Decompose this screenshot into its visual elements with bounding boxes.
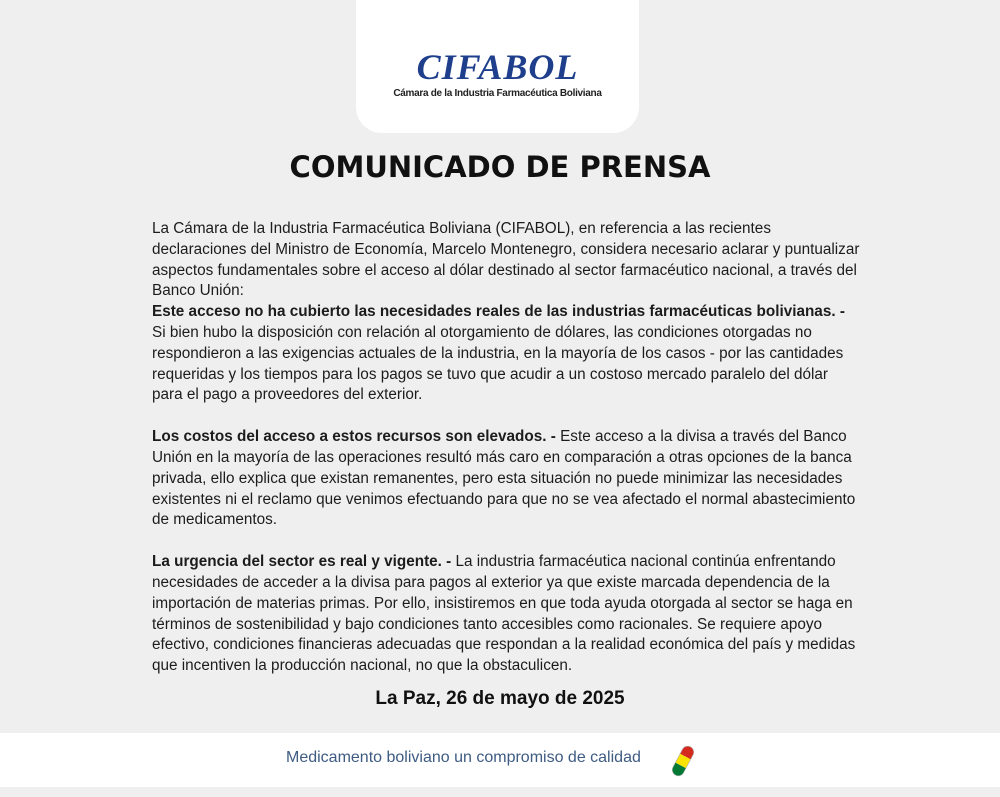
footer-tagline: Medicamento boliviano un compromiso de calidad [286, 749, 641, 766]
intro-paragraph: La Cámara de la Industria Farmacéutica Boliviana (CIFABOL), en referencia a las recientes declaraciones del Ministro de Economía, Marcelo Montenegro, considera necesario aclarar y puntualizar aspectos fundamentales sobre el acceso al dólar destinado al sector farmacéutico nacional, a través del Banco Unión: [152, 220, 860, 300]
paragraph-2 [152, 427, 862, 531]
footer-bar [0, 733, 1000, 787]
paragraph-1-text: Si bien hubo la disposición con relación al otorgamiento de dólares, las condiciones otorgadas no respondieron a las exigencias actuales de la industria, en la mayoría de los casos - por las cantidades requeridas y los tiempos para los pagos se tuvo que acudir a un costoso mercado paralelo del dólar para el pago a proveedores del exterior. [152, 323, 844, 404]
logo-name: CIFABOL [416, 47, 579, 87]
paragraph-1-heading: Este acceso no ha cubierto las necesidades reales de las industrias farmacéuticas bolivianas. - [152, 303, 845, 321]
logo-card [356, 0, 639, 133]
paragraph-1 [152, 302, 862, 406]
paragraph-gap [152, 531, 862, 552]
page-title: COMUNICADO DE PRENSA [289, 150, 711, 184]
paragraph-2-text: Este acceso a la divisa a través del Banco Unión en la mayoría de las operaciones resultó más caro en comparación a otras opciones de la banca privada, ello explica que existan remanentes, pero esta situación no puede minimizar las necesidades existentes ni el reclamo que venimos efectuando para que no se vea afectado el normal abastecimiento de medicamentos. [152, 428, 856, 529]
press-release-body [152, 219, 862, 677]
logo-subtitle: Cámara de la Industria Farmacéutica Boliviana [393, 88, 602, 99]
paragraph-gap [152, 406, 862, 427]
date-line: La Paz, 26 de mayo de 2025 [375, 688, 625, 709]
capsule-bolivia-flag-icon [672, 743, 694, 779]
paragraph-3 [152, 552, 862, 677]
paragraph-3-text: La industria farmacéutica nacional continúa enfrentando necesidades de acceder a la divisa para pagos al exterior ya que existe marcada dependencia de la importación de materias primas. Por ello, insistiremos en que toda ayuda otorgada al sector se haga en términos de sostenibilidad y bajo condiciones tanto accesibles como racionales. Se requiere apoyo efectivo, condiciones financieras adecuadas que respondan a la realidad económica del país y medidas que incentiven la producción nacional, no que la obstaculicen. [152, 553, 856, 675]
paragraph-2-heading: Los costos del acceso a estos recursos son elevados. - [152, 428, 556, 446]
paragraph-3-heading: La urgencia del sector es real y vigente. - [152, 553, 452, 571]
